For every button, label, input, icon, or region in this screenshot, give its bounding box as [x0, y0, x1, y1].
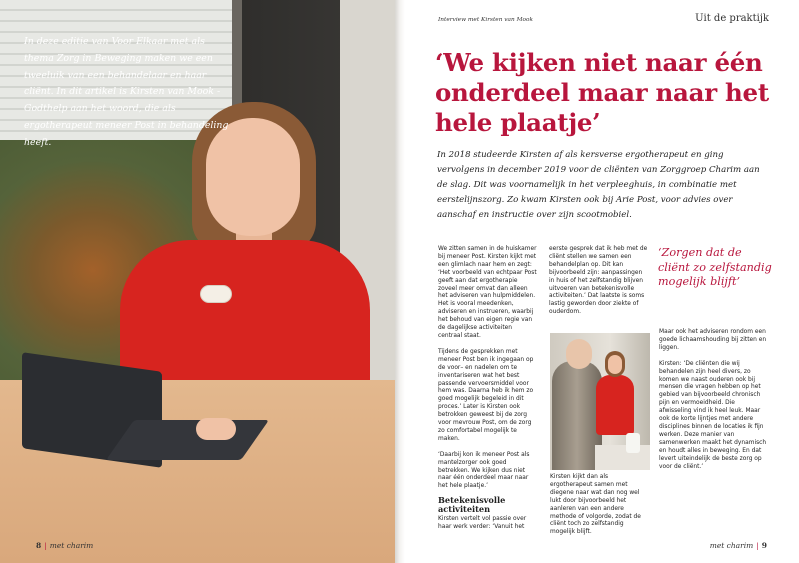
- left-page: [0, 0, 395, 563]
- article-column-2: [549, 246, 649, 325]
- photo-woman-face: [608, 355, 622, 374]
- article-headline: ‘We kijken niet naar één onderdeel maar naar het hele plaatje’: [435, 48, 769, 137]
- right-page: [405, 0, 799, 563]
- magazine-name: met charim: [49, 541, 94, 550]
- page-gutter: [395, 0, 405, 563]
- article-column-1: [438, 246, 538, 540]
- page-number-left: [36, 541, 93, 550]
- running-head: Interview met Kirsten van Mook: [438, 17, 534, 23]
- article-column-3: [659, 329, 767, 479]
- photo-woman: [596, 375, 634, 435]
- intro-text: In deze editie van Voor Elkaar met als thema Zorg in Beweging maken we een tweeluik van een behandelaar en haar cliënt. In dit artikel is Kirsten van Mook - Godthelp aan het woord, die als ergotherapeut meneer Post in behandeling heeft.: [24, 36, 229, 148]
- laptop-keyboard: [106, 420, 269, 460]
- pull-quote: ‘Zorgen dat de cliënt zo zelfstandig mogelijk blijft’: [658, 246, 772, 289]
- page-number: 8: [36, 541, 42, 550]
- photo-cup: [626, 433, 640, 453]
- name-badge: [200, 285, 232, 303]
- paragraph: eerste gesprek dat ik heb met de cliënt stellen we samen een behandelplan op. Dit kan bijvoorbeeld zijn: aanpassingen in huis of het zelfstandig blijven uitvoeren van betekenisvolle activiteiten.’ Dat laatste is soms lastig geworden door ziekte of ouderdom.: [549, 246, 648, 316]
- subheading: Betekenisvolle activiteiten: [438, 495, 506, 515]
- paragraph: Maar ook het adviseren rondom een goede lichaamshouding bij zitten en liggen.: [659, 329, 767, 351]
- photo-table: [595, 445, 650, 470]
- article-lead: In 2018 studeerde Kirsten af als kersverse ergotherapeut en ging vervolgens in december 2019 voor de cliënten van Zorggroep Charim aan de slag. Dit was voornamelijk in het verpleeghuis, in combinatie met eerstelijnszorg. Zo kwam Kirsten ook bij Arie Post, voor advies over aanschaf en instructie over zijn scootmobiel.: [437, 150, 760, 220]
- person-hand: [196, 418, 236, 440]
- folio-separator: |: [756, 541, 759, 550]
- page-number-right: [710, 541, 767, 550]
- paragraph: Tijdens de gesprekken met meneer Post ben ik ingegaan op de voor– en nadelen om te inventariseren wat het best passende vervoersmiddel voor hem was. Daarna heb ik hem zo goed mogelijk begeleid in dit proces.’ Later is Kirsten ook betrokken geweest bij de zorg voor mevrouw Post, om de zorg zo comfortabel mogelijk te maken.: [438, 348, 534, 442]
- photo-man-head: [566, 339, 592, 369]
- folio-separator: |: [44, 541, 47, 550]
- inset-photo: [550, 333, 650, 470]
- paragraph: Kirsten: ‘De cliënten die wij behandelen zijn heel divers, zo komen we naast ouderen ook bij mensen die vragen hebben op het gebied van bijvoorbeeld chronisch pijn en vermoeidheid. Die afwisseling vind ik heel leuk. Maar ook de korte lijntjes met andere disciplines binnen de locaties ik fijn werken. Deze manier van samenwerken maakt het dynamisch en houdt alles in beweging. En dat levert uiteindelijk de beste zorg op voor de cliënt.’: [659, 360, 767, 470]
- section-label: Uit de praktijk: [695, 13, 769, 24]
- magazine-name: met charim: [709, 541, 754, 550]
- photo-caption: Kirsten kijkt dan als ergotherapeut samen met diegene naar wat dan nog wel lukt door bijvoorbeeld het aanleren van een andere methode of volgorde, zodat de cliënt toch zo zelfstandig mogelijk blijft.: [550, 474, 641, 536]
- paragraph: ‘Daarbij kon ik meneer Post als mantelzorger ook goed betrekken. We kijken dus niet naar één onderdeel maar naar het hele plaatje.’: [438, 451, 530, 490]
- paragraph: Kirsten vertelt vol passie over haar werk verder: ‘Vanuit het: [438, 516, 527, 531]
- page-number: 9: [761, 541, 767, 550]
- paragraph: We zitten samen in de huiskamer bij meneer Post. Kirsten kijkt met een glimlach naar hem en zegt: ‘Het voorbeeld van echtpaar Post geeft aan dat ergotherapie zoveel meer omvat dan alleen het adviseren van hulpmiddelen. Het is vooral meedenken, adviseren en instrueren, waarbij het behoud van eigen regie van de dagelijkse activiteiten centraal staat.: [438, 246, 537, 339]
